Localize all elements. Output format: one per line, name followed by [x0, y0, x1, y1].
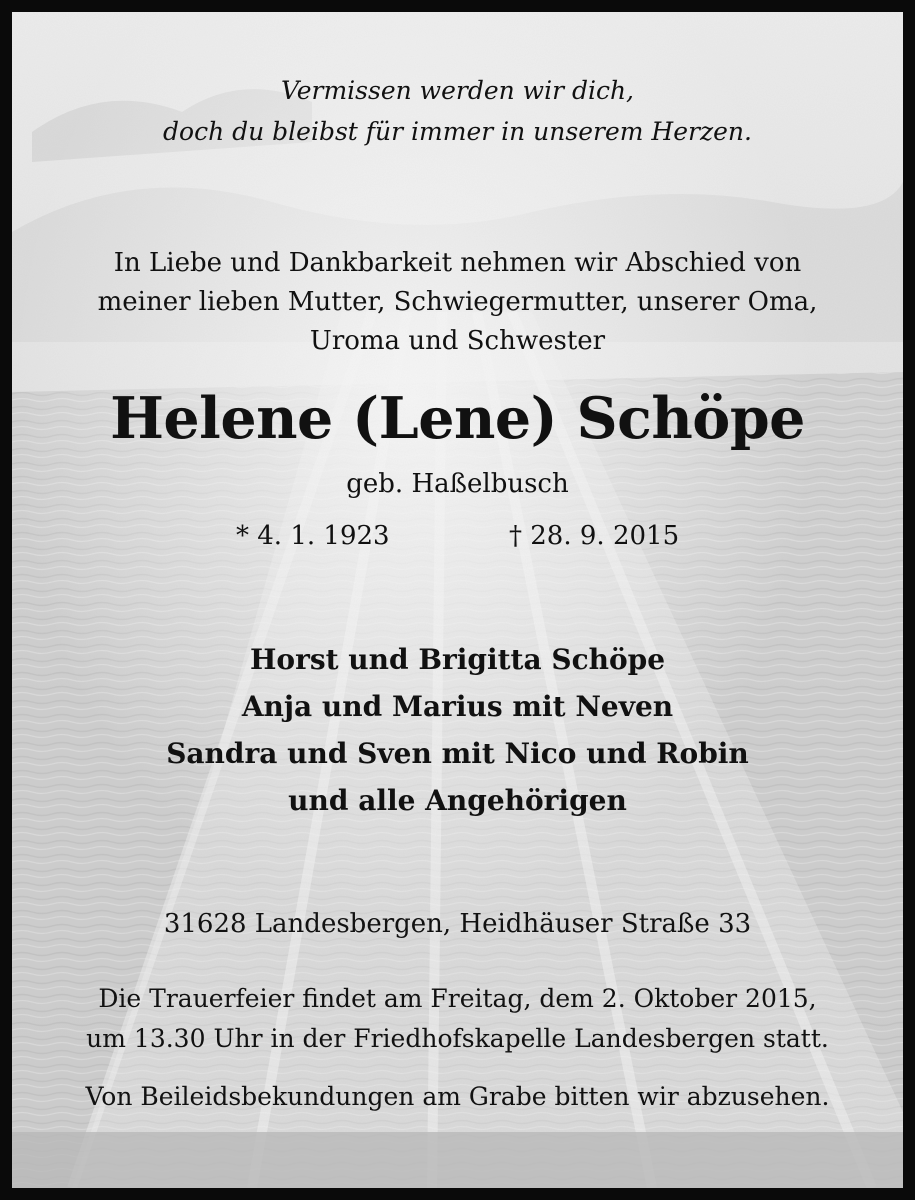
- deceased-name: Helene (Lene) Schöpe: [110, 385, 805, 452]
- motto-line-1: Vermissen werden wir dich,: [280, 76, 635, 105]
- motto-line-2: doch du bleibst für immer in unserem Herzen.: [163, 117, 752, 146]
- address: 31628 Landesbergen, Heidhäuser Straße 33: [163, 909, 752, 939]
- birth-date: * 4. 1. 1923: [236, 521, 390, 551]
- family-line-2: Anja und Marius mit Neven: [241, 690, 674, 723]
- intro-line-3: Uroma und Schwester: [309, 326, 606, 356]
- family-line-1: Horst und Brigitta Schöpe: [249, 643, 666, 676]
- family-line-3: Sandra und Sven mit Nico und Robin: [166, 737, 749, 770]
- life-dates: [12, 519, 903, 553]
- intro-line-1: In Liebe und Dankbarkeit nehmen wir Abschied von: [113, 248, 802, 278]
- maiden-name: geb. Haßelbusch: [346, 469, 569, 499]
- death-date: † 28. 9. 2015: [509, 521, 680, 551]
- condolence-note: Von Beileidsbekundungen am Grabe bitten wir abzusehen.: [85, 1082, 830, 1111]
- service-line-2: um 13.30 Uhr in der Friedhofskapelle Landesbergen statt.: [86, 1024, 829, 1053]
- service-line-1: Die Trauerfeier findet am Freitag, dem 2. Oktober 2015,: [98, 984, 817, 1013]
- notice-content: [12, 12, 903, 1188]
- family-line-4: und alle Angehörigen: [288, 784, 627, 817]
- intro-line-2: meiner lieben Mutter, Schwiegermutter, unserer Oma,: [97, 287, 818, 317]
